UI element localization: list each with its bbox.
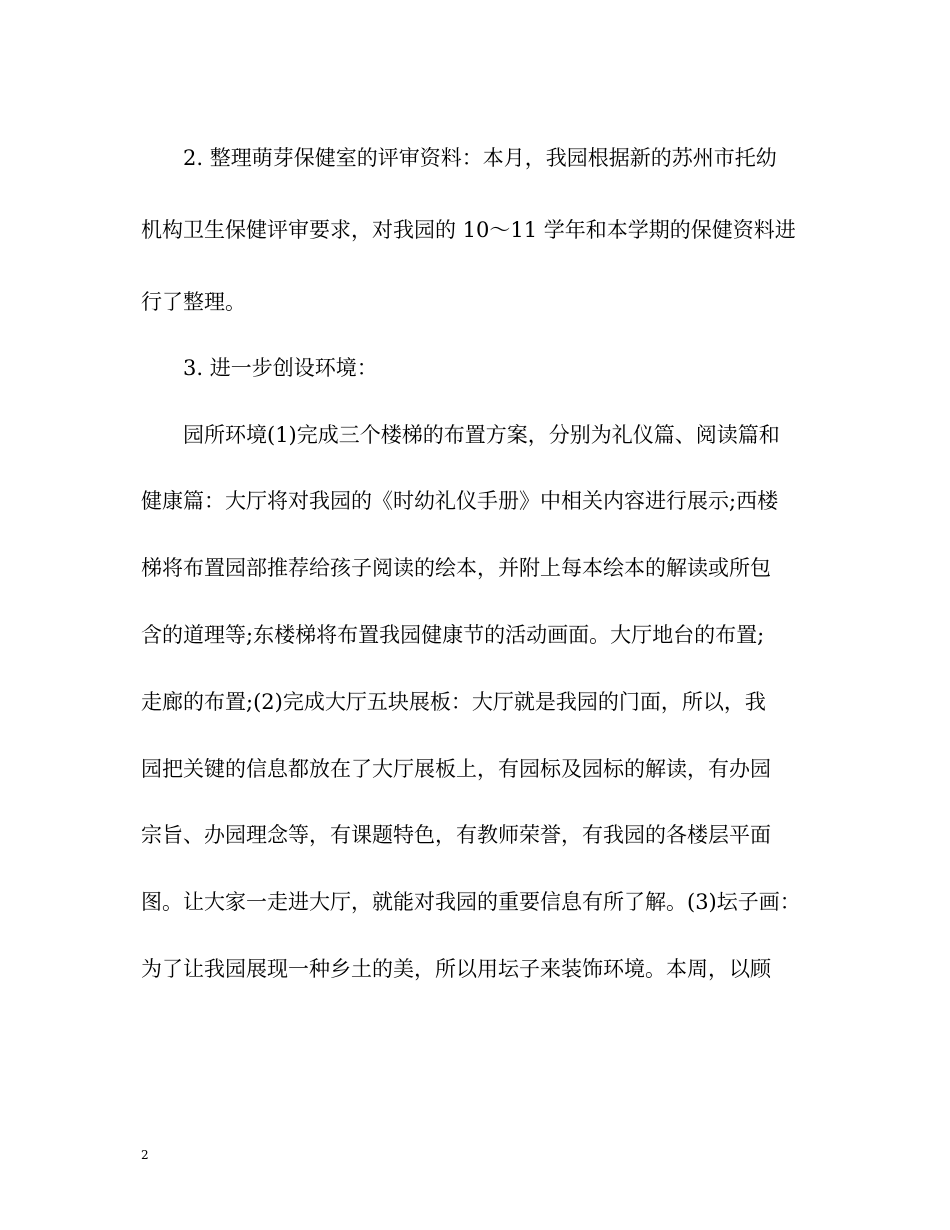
text-line: 机构卫生保健评审要求，对我园的 10～11 学年和本学期的保健资料进 [141, 218, 796, 242]
text-line: 梯将布置园部推荐给孩子阅读的绘本，并附上每本绘本的解读或所包 [141, 556, 771, 580]
text-line: 行了整理。 [141, 290, 246, 314]
text-line: 园把关键的信息都放在了大厅展板上，有园标及园标的解读，有办园 [141, 757, 771, 781]
text-line: 健康篇：大厅将对我园的《时幼礼仪手册》中相关内容进行展示;西楼 [141, 489, 779, 513]
page-number: 2 [141, 1148, 149, 1162]
text-line: 含的道理等;东楼梯将布置我园健康节的活动画面。大厅地台的布置; [141, 623, 765, 647]
paragraph-2-heading-line: 2. 整理萌芽保健室的评审资料：本月，我园根据新的苏州市托幼 [183, 146, 777, 170]
paragraph-3-heading-line: 3. 进一步创设环境： [183, 356, 378, 380]
text-line: 为了让我园展现一种乡土的美，所以用坛子来装饰环境。本周，以顾 [141, 957, 771, 981]
paragraph-environment-line: 园所环境(1)完成三个楼梯的布置方案，分别为礼仪篇、阅读篇和 [183, 423, 780, 447]
text-line: 宗旨、办园理念等，有课题特色，有教师荣誉，有我园的各楼层平面 [141, 823, 771, 847]
text-line: 图。让大家一走进大厅，就能对我园的重要信息有所了解。(3)坛子画： [141, 890, 801, 914]
text-line: 走廊的布置;(2)完成大厅五块展板：大厅就是我园的门面，所以，我 [141, 690, 766, 714]
